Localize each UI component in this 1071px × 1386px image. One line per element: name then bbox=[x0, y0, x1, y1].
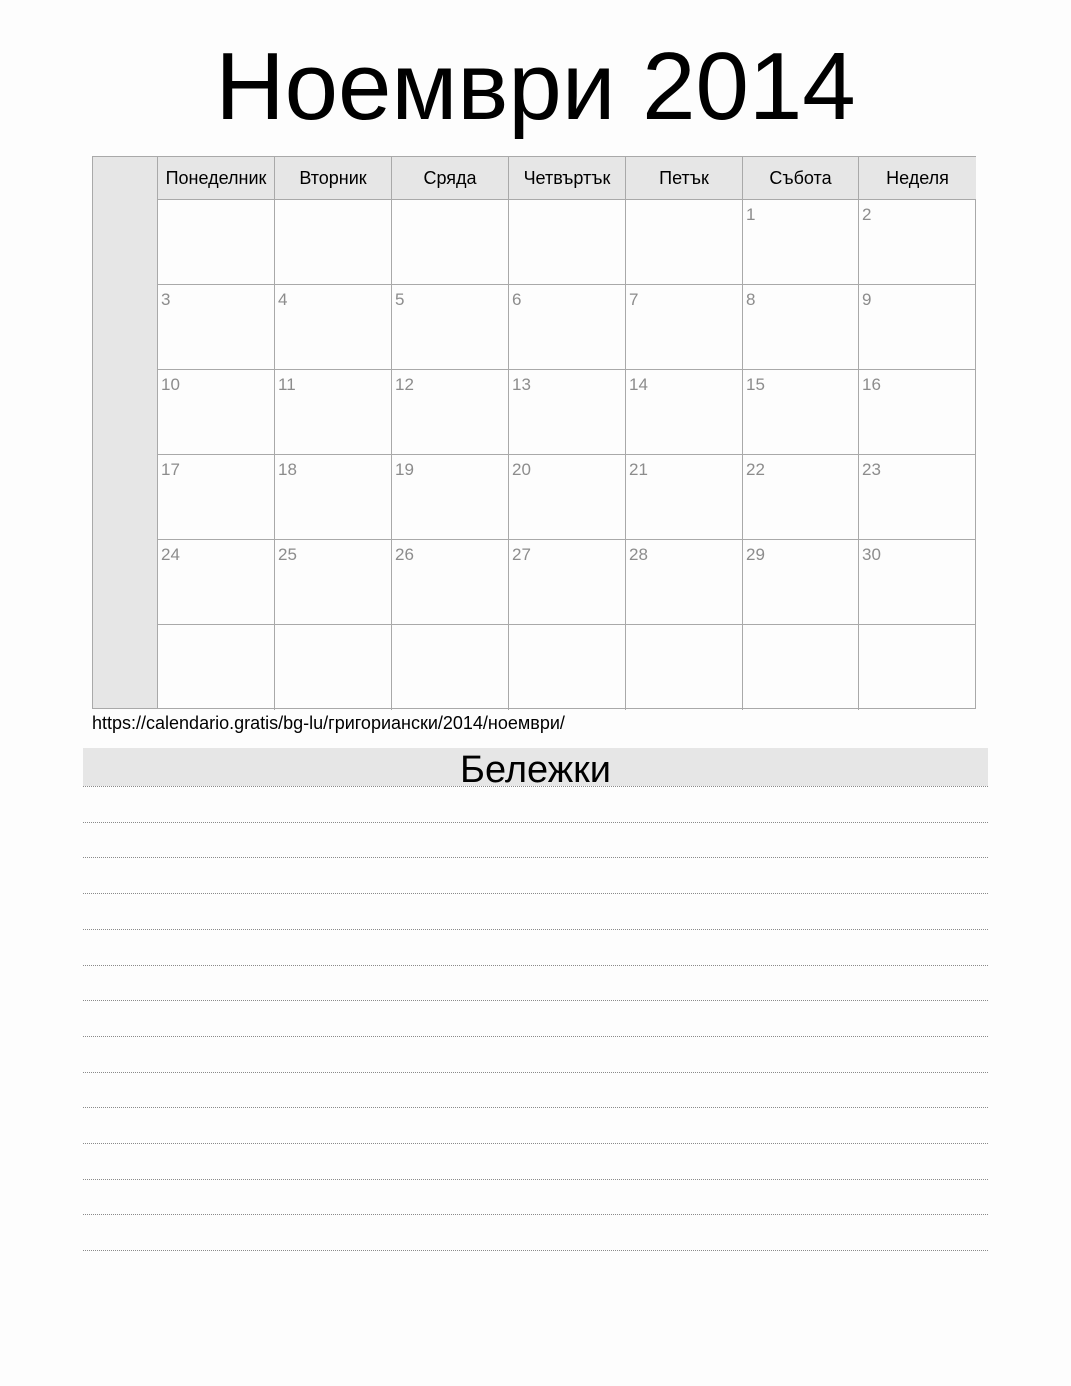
calendar-days bbox=[158, 157, 976, 708]
day-cell bbox=[743, 455, 859, 540]
day-number: 4 bbox=[278, 290, 288, 309]
day-cell bbox=[158, 370, 275, 455]
weekday-header: Събота bbox=[743, 157, 859, 200]
source-url[interactable]: https://calendario.gratis/bg-lu/григориански/2014/ноември/ bbox=[92, 713, 565, 733]
weekday-header: Неделя bbox=[859, 157, 976, 200]
day-cell bbox=[158, 200, 275, 285]
day-cell bbox=[509, 285, 626, 370]
day-cell bbox=[859, 200, 976, 285]
day-cell bbox=[626, 540, 743, 625]
day-number: 6 bbox=[512, 290, 522, 309]
notes-line bbox=[83, 786, 988, 787]
weekday-header: Понеделник bbox=[158, 157, 275, 200]
day-cell bbox=[509, 200, 626, 285]
notes-line bbox=[83, 822, 988, 823]
day-number: 17 bbox=[161, 460, 180, 479]
day-number: 9 bbox=[862, 290, 872, 309]
day-cell bbox=[859, 625, 976, 710]
notes-line bbox=[83, 1250, 988, 1251]
day-number: 12 bbox=[395, 375, 414, 394]
weekday-header: Вторник bbox=[275, 157, 392, 200]
day-cell bbox=[392, 370, 509, 455]
day-cell bbox=[743, 285, 859, 370]
day-number: 16 bbox=[862, 375, 881, 394]
day-cell bbox=[859, 370, 976, 455]
notes-line bbox=[83, 929, 988, 930]
day-cell bbox=[509, 540, 626, 625]
day-cell bbox=[275, 200, 392, 285]
day-number: 22 bbox=[746, 460, 765, 479]
notes-title: Бележки bbox=[83, 748, 988, 786]
day-number: 8 bbox=[746, 290, 756, 309]
day-cell bbox=[626, 370, 743, 455]
day-number: 14 bbox=[629, 375, 648, 394]
day-number: 20 bbox=[512, 460, 531, 479]
day-cell bbox=[392, 455, 509, 540]
day-cell bbox=[859, 285, 976, 370]
day-number: 26 bbox=[395, 545, 414, 564]
day-cell bbox=[392, 625, 509, 710]
day-cell bbox=[392, 200, 509, 285]
day-cell bbox=[158, 455, 275, 540]
day-cell bbox=[275, 455, 392, 540]
notes-line bbox=[83, 893, 988, 894]
notes-line bbox=[83, 857, 988, 858]
day-cell bbox=[158, 285, 275, 370]
day-cell bbox=[859, 455, 976, 540]
day-number: 27 bbox=[512, 545, 531, 564]
day-cell bbox=[158, 540, 275, 625]
calendar-grid bbox=[92, 156, 976, 709]
day-number: 5 bbox=[395, 290, 405, 309]
day-cell bbox=[626, 285, 743, 370]
notes-line bbox=[83, 1179, 988, 1180]
day-cell bbox=[275, 625, 392, 710]
weekday-header: Четвъртък bbox=[509, 157, 626, 200]
notes-line bbox=[83, 1143, 988, 1144]
day-cell bbox=[509, 625, 626, 710]
day-cell bbox=[626, 200, 743, 285]
day-number: 15 bbox=[746, 375, 765, 394]
day-cell bbox=[859, 540, 976, 625]
day-number: 18 bbox=[278, 460, 297, 479]
notes-line bbox=[83, 1214, 988, 1215]
day-number: 11 bbox=[278, 375, 296, 394]
notes-line bbox=[83, 1072, 988, 1073]
day-cell bbox=[509, 455, 626, 540]
day-cell bbox=[509, 370, 626, 455]
day-cell bbox=[392, 285, 509, 370]
day-number: 29 bbox=[746, 545, 765, 564]
day-number: 10 bbox=[161, 375, 180, 394]
day-number: 28 bbox=[629, 545, 648, 564]
day-cell bbox=[626, 625, 743, 710]
day-cell bbox=[743, 370, 859, 455]
weekday-header: Петък bbox=[626, 157, 743, 200]
day-cell bbox=[743, 200, 859, 285]
day-cell bbox=[158, 625, 275, 710]
day-number: 13 bbox=[512, 375, 531, 394]
day-number: 30 bbox=[862, 545, 881, 564]
day-cell bbox=[275, 285, 392, 370]
day-number: 24 bbox=[161, 545, 180, 564]
day-cell bbox=[743, 540, 859, 625]
notes-line bbox=[83, 1000, 988, 1001]
day-number: 19 bbox=[395, 460, 414, 479]
week-number-column bbox=[93, 157, 158, 708]
day-cell bbox=[275, 370, 392, 455]
notes-line bbox=[83, 965, 988, 966]
day-number: 3 bbox=[161, 290, 171, 309]
day-number: 1 bbox=[746, 205, 756, 224]
day-number: 23 bbox=[862, 460, 881, 479]
day-number: 21 bbox=[629, 460, 648, 479]
day-cell bbox=[743, 625, 859, 710]
day-cell bbox=[392, 540, 509, 625]
notes-line bbox=[83, 1107, 988, 1108]
page-title: Ноември 2014 bbox=[215, 33, 856, 140]
notes-line bbox=[83, 1036, 988, 1037]
day-number: 2 bbox=[862, 205, 872, 224]
weekday-header: Сряда bbox=[392, 157, 509, 200]
day-number: 7 bbox=[629, 290, 639, 309]
day-number: 25 bbox=[278, 545, 297, 564]
day-cell bbox=[275, 540, 392, 625]
day-cell bbox=[626, 455, 743, 540]
